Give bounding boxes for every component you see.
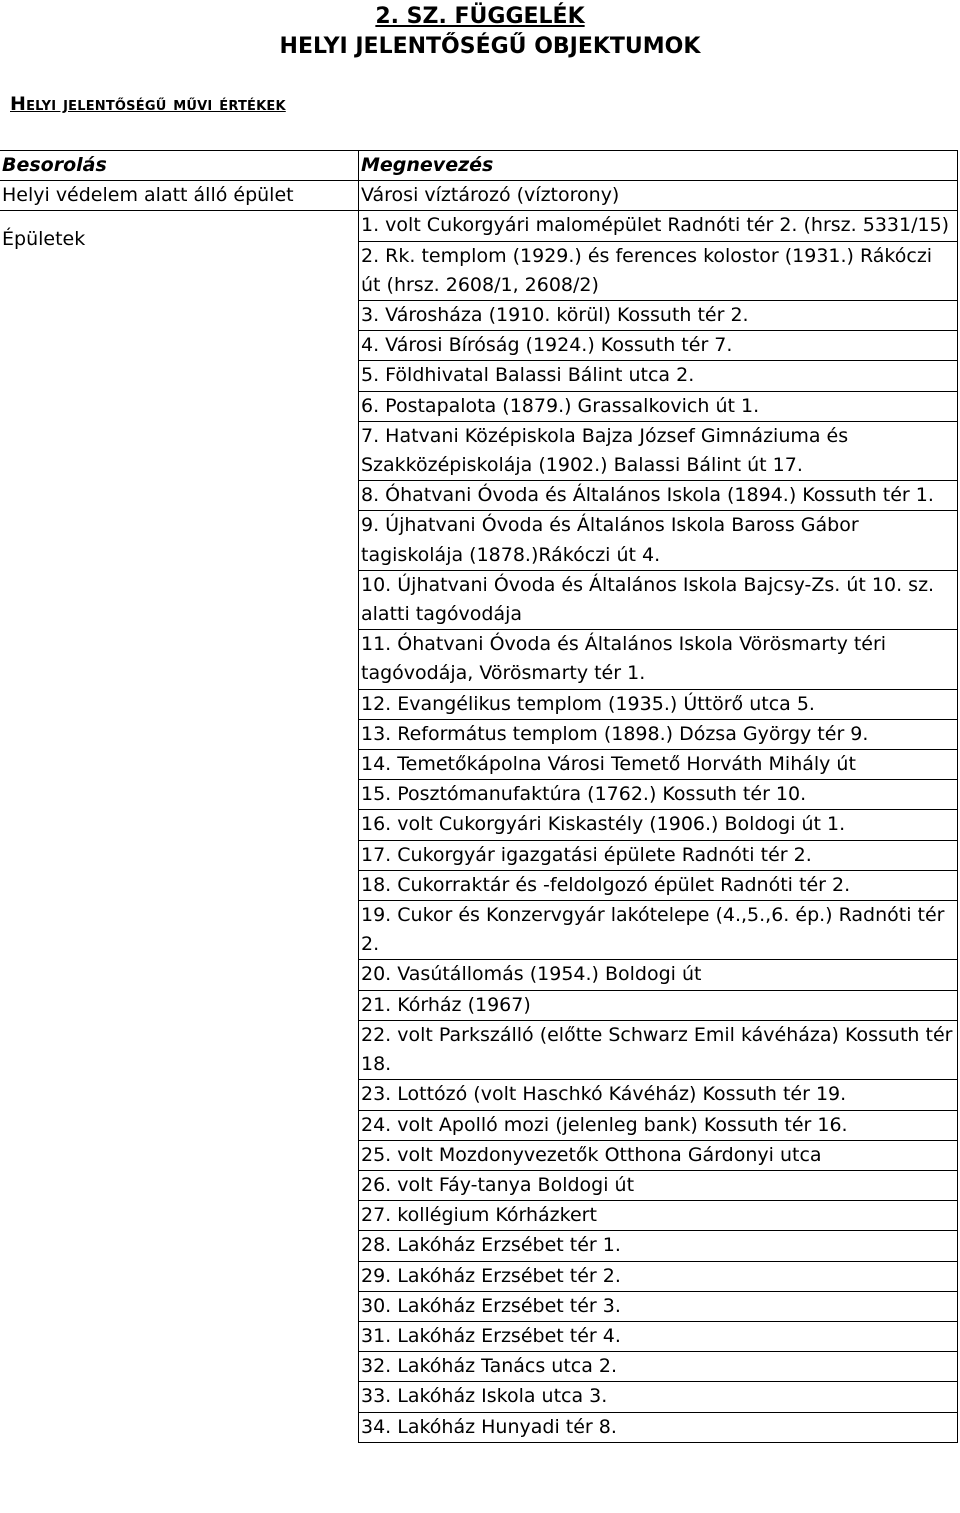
list-item: 27. kollégium Kórházkert <box>359 1201 958 1231</box>
list-item: 9. Újhatvani Óvoda és Általános Iskola Baross Gábor tagiskolája (1878.)Rákóczi út 4. <box>359 511 958 570</box>
list-item: 11. Óhatvani Óvoda és Általános Iskola Vörösmarty téri tagóvodája, Vörösmarty tér 1. <box>359 630 958 689</box>
list-item: 24. volt Apolló mozi (jelenleg bank) Kossuth tér 16. <box>359 1110 958 1140</box>
objects-table <box>0 150 958 1443</box>
list-item: 34. Lakóház Hunyadi tér 8. <box>359 1412 958 1442</box>
list-item: 12. Evangélikus templom (1935.) Úttörő utca 5. <box>359 689 958 719</box>
section-heading: Helyi jelentőségű művi értékek <box>10 93 286 115</box>
list-item: 2. Rk. templom (1929.) és ferences kolostor (1931.) Rákóczi út (hrsz. 2608/1, 2608/2) <box>359 241 958 300</box>
list-item: 18. Cukorraktár és -feldolgozó épület Radnóti tér 2. <box>359 870 958 900</box>
list-item: 14. Temetőkápolna Városi Temető Horváth Mihály út <box>359 750 958 780</box>
list-item: 23. Lottózó (volt Haschkó Kávéház) Kossuth tér 19. <box>359 1080 958 1110</box>
list-item: 33. Lakóház Iskola utca 3. <box>359 1382 958 1412</box>
list-item: 28. Lakóház Erzsébet tér 1. <box>359 1231 958 1261</box>
list-item: 4. Városi Bíróság (1924.) Kossuth tér 7. <box>359 331 958 361</box>
table-row <box>0 181 958 211</box>
list-item: 22. volt Parkszálló (előtte Schwarz Emil kávéháza) Kossuth tér 18. <box>359 1020 958 1079</box>
item-protected: Városi víztározó (víztorony) <box>359 181 958 211</box>
list-item: 3. Városháza (1910. körül) Kossuth tér 2. <box>359 301 958 331</box>
list-item: 17. Cukorgyár igazgatási épülete Radnóti tér 2. <box>359 840 958 870</box>
list-item: 32. Lakóház Tanács utca 2. <box>359 1352 958 1382</box>
column-header-besorolas: Besorolás <box>0 151 359 181</box>
list-item: 13. Református templom (1898.) Dózsa György tér 9. <box>359 719 958 749</box>
category-buildings: Épületek <box>2 228 86 251</box>
list-item: 19. Cukor és Konzervgyár lakótelepe (4.,5.,6. ép.) Radnóti tér 2. <box>359 901 958 960</box>
list-item: 15. Posztómanufaktúra (1762.) Kossuth tér 10. <box>359 780 958 810</box>
list-item: 16. volt Cukorgyári Kiskastély (1906.) Boldogi út 1. <box>359 810 958 840</box>
list-item: 31. Lakóház Erzsébet tér 4. <box>359 1321 958 1351</box>
column-header-megnevezes: Megnevezés <box>359 151 958 181</box>
document-subtitle: HELYI JELENTŐSÉGŰ OBJEKTUMOK <box>279 34 701 59</box>
list-item: 30. Lakóház Erzsébet tér 3. <box>359 1291 958 1321</box>
list-item: 10. Újhatvani Óvoda és Általános Iskola Bajcsy-Zs. út 10. sz. alatti tagóvodája <box>359 570 958 629</box>
list-item: 26. volt Fáy-tanya Boldogi út <box>359 1170 958 1200</box>
list-item: 29. Lakóház Erzsébet tér 2. <box>359 1261 958 1291</box>
list-item: 6. Postapalota (1879.) Grassalkovich út 1. <box>359 391 958 421</box>
table-row <box>0 211 958 241</box>
list-item: 20. Vasútállomás (1954.) Boldogi út <box>359 960 958 990</box>
list-item: 7. Hatvani Középiskola Bajza József Gimnáziuma és Szakközépiskolája (1902.) Balassi Bálint út 17. <box>359 421 958 480</box>
list-item: 8. Óhatvani Óvoda és Általános Iskola (1894.) Kossuth tér 1. <box>359 481 958 511</box>
list-item: 25. volt Mozdonyvezetők Otthona Gárdonyi utca <box>359 1140 958 1170</box>
document-title: 2. SZ. FÜGGELÉK <box>375 4 585 29</box>
list-item: 5. Földhivatal Balassi Bálint utca 2. <box>359 361 958 391</box>
list-item: 1. volt Cukorgyári malomépület Radnóti tér 2. (hrsz. 5331/15) <box>359 211 958 241</box>
list-item: 21. Kórház (1967) <box>359 990 958 1020</box>
category-protected: Helyi védelem alatt álló épület <box>0 181 359 211</box>
